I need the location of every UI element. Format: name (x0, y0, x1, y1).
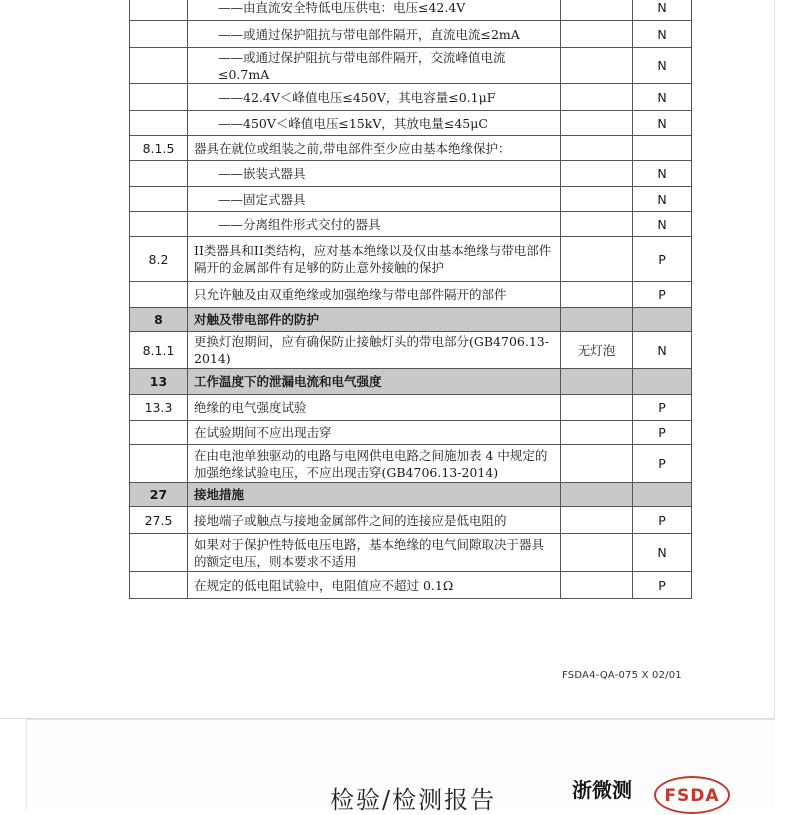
verdict-cell: N (633, 84, 692, 111)
table-row (130, 421, 692, 445)
requirement-cell: 绝缘的电气强度试验 (188, 395, 561, 421)
clause-cell: 8.2 (130, 237, 188, 282)
requirement-cell: II类器具和II类结构，应对基本绝缘以及仅由基本绝缘与带电部件隔开的金属部件有足够的防止意外接触的保护 (188, 237, 561, 282)
requirement-cell: ——450V＜峰值电压≤15kV，其放电量≤45μC (188, 111, 561, 136)
clause-cell (130, 21, 188, 48)
inspection-table (129, 0, 692, 599)
verdict-cell: P (633, 421, 692, 445)
table-row (130, 48, 692, 84)
clause-cell: 13.3 (130, 395, 188, 421)
requirement-cell: ——由直流安全特低电压供电：电压≤42.4V (188, 0, 561, 21)
brand-name: 浙微测 (572, 778, 632, 802)
requirement-cell: ——或通过保护阻抗与带电部件隔开，交流峰值电流≤0.7mA (188, 48, 561, 84)
verdict-cell (633, 483, 692, 507)
table-row (130, 282, 692, 308)
verdict-cell: P (633, 395, 692, 421)
table-row (130, 572, 692, 599)
table-row (130, 237, 692, 282)
verdict-cell: N (633, 212, 692, 237)
result-cell (561, 21, 633, 48)
result-cell (561, 395, 633, 421)
clause-cell (130, 161, 188, 187)
document-code: FSDA4-QA-075 X 02/01 (562, 670, 682, 681)
clause-cell (130, 572, 188, 599)
result-cell (561, 237, 633, 282)
result-cell (561, 282, 633, 308)
result-cell (561, 111, 633, 136)
result-cell (561, 0, 633, 21)
section-header-row (130, 369, 692, 395)
result-cell (561, 161, 633, 187)
requirement-cell: 在试验期间不应出现击穿 (188, 421, 561, 445)
result-cell (561, 483, 633, 507)
verdict-cell: N (633, 48, 692, 84)
table-row (130, 111, 692, 136)
clause-cell (130, 421, 188, 445)
clause-cell: 13 (130, 369, 188, 395)
clause-cell: 27 (130, 483, 188, 507)
result-cell (561, 572, 633, 599)
requirement-cell: 接地措施 (188, 483, 561, 507)
table-row (130, 212, 692, 237)
verdict-cell: P (633, 507, 692, 534)
section-header-row (130, 483, 692, 507)
result-cell (561, 187, 633, 212)
table-row (130, 187, 692, 212)
requirement-cell: ——嵌装式器具 (188, 161, 561, 187)
result-cell (561, 48, 633, 84)
table-row (130, 332, 692, 369)
clause-cell: 8 (130, 308, 188, 332)
clause-cell (130, 111, 188, 136)
table-row (130, 136, 692, 161)
verdict-cell: P (633, 237, 692, 282)
requirement-cell: 器具在就位或组装之前,带电部件至少应由基本绝缘保护： (188, 136, 561, 161)
result-cell (561, 136, 633, 161)
table-row (130, 445, 692, 483)
requirement-cell: 工作温度下的泄漏电流和电气强度 (188, 369, 561, 395)
result-cell (561, 308, 633, 332)
result-cell (561, 445, 633, 483)
verdict-cell: N (633, 187, 692, 212)
next-page-title: 检验/检测报告 (330, 786, 497, 814)
section-header-row (130, 308, 692, 332)
verdict-cell: N (633, 0, 692, 21)
clause-cell (130, 0, 188, 21)
table-row (130, 395, 692, 421)
fsda-logo-icon (654, 776, 730, 814)
requirement-cell: 接地端子或触点与接地金属部件之间的连接应是低电阻的 (188, 507, 561, 534)
result-cell (561, 507, 633, 534)
clause-cell (130, 534, 188, 572)
clause-cell: 8.1.1 (130, 332, 188, 369)
clause-cell (130, 282, 188, 308)
clause-cell (130, 212, 188, 237)
inspection-table-body (130, 0, 692, 599)
requirement-cell: 对触及带电部件的防护 (188, 308, 561, 332)
verdict-cell (633, 308, 692, 332)
verdict-cell: N (633, 21, 692, 48)
requirement-cell: ——分离组件形式交付的器具 (188, 212, 561, 237)
clause-cell (130, 84, 188, 111)
table-row (130, 161, 692, 187)
result-cell (561, 369, 633, 395)
verdict-cell: N (633, 534, 692, 572)
table-row (130, 84, 692, 111)
result-cell (561, 84, 633, 111)
clause-cell (130, 48, 188, 84)
clause-cell: 8.1.5 (130, 136, 188, 161)
requirement-cell: 在由电池单独驱动的电路与电网供电电路之间施加表 4 中规定的加强绝缘试验电压，不应出现击穿(GB4706.13-2014) (188, 445, 561, 483)
clause-cell (130, 445, 188, 483)
requirement-cell: 如果对于保护性特低电压电路，基本绝缘的电气间隙取决于器具的额定电压，则本要求不适用 (188, 534, 561, 572)
verdict-cell: N (633, 161, 692, 187)
result-cell: 无灯泡 (561, 332, 633, 369)
table-row (130, 0, 692, 21)
table-row (130, 21, 692, 48)
verdict-cell: N (633, 111, 692, 136)
verdict-cell (633, 369, 692, 395)
requirement-cell: ——42.4V＜峰值电压≤450V，其电容量≤0.1μF (188, 84, 561, 111)
verdict-cell: P (633, 572, 692, 599)
verdict-cell: N (633, 332, 692, 369)
table-row (130, 534, 692, 572)
result-cell (561, 421, 633, 445)
requirement-cell: 更换灯泡期间，应有确保防止接触灯头的带电部分(GB4706.13-2014) (188, 332, 561, 369)
clause-cell (130, 187, 188, 212)
requirement-cell: 只允许触及由双重绝缘或加强绝缘与带电部件隔开的部件 (188, 282, 561, 308)
verdict-cell: P (633, 282, 692, 308)
logo-text: FSDA (664, 786, 720, 806)
result-cell (561, 212, 633, 237)
verdict-cell (633, 136, 692, 161)
requirement-cell: ——固定式器具 (188, 187, 561, 212)
table-row (130, 507, 692, 534)
verdict-cell: P (633, 445, 692, 483)
clause-cell: 27.5 (130, 507, 188, 534)
requirement-cell: ——或通过保护阻抗与带电部件隔开，直流电流≤2mA (188, 21, 561, 48)
requirement-cell: 在规定的低电阻试验中，电阻值应不超过 0.1Ω (188, 572, 561, 599)
result-cell (561, 534, 633, 572)
